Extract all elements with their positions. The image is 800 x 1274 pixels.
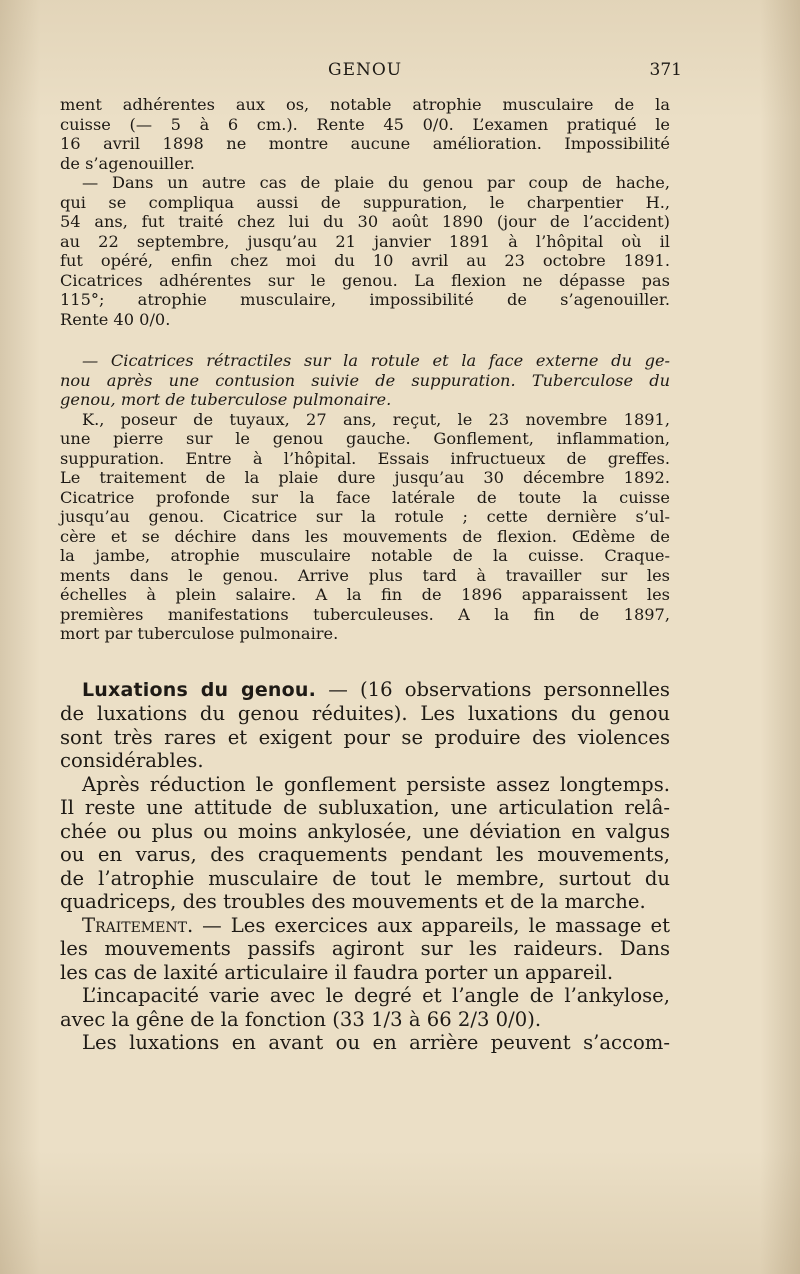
text-line: ment adhérentes aux os, notable atrophie musculaire de la — [60, 95, 670, 114]
paragraph-luxations-forward — [60, 1031, 670, 1055]
spacer — [60, 644, 670, 678]
text-line: la jambe, atrophie musculaire notable de la cuisse. Craque- — [60, 546, 670, 565]
text-line: ments dans le genou. Arrive plus tard à travailler sur les — [60, 565, 670, 585]
text-line: les mouvements passifs agiront sur les raideurs. Dans — [60, 937, 670, 960]
text-line: K., poseur de tuyaux, 27 ans, reçut, le 23 novembre 1891, — [82, 409, 670, 429]
text-line: de s’agenouiller. — [60, 153, 195, 173]
paragraph-treatment — [60, 914, 670, 985]
running-title: GENOU — [328, 60, 403, 80]
text-line: nou après une contusion suivie de suppuration. Tuberculose du — [60, 370, 670, 390]
text-line: suppuration. Entre à l’hôpital. Essais infructueux de greffes. — [60, 448, 670, 468]
paragraph-after-reduction — [60, 773, 670, 914]
page-header — [60, 60, 682, 86]
text-line: au 22 septembre, jusqu’au 21 janvier 1891 à l’hôpital où il — [60, 231, 670, 251]
text-line: de l’atrophie musculaire de tout le membre, surtout du — [60, 866, 670, 890]
text-line: genou, mort de tuberculose pulmonaire. — [60, 390, 392, 409]
text-line: 54 ans, fut traité chez lui du 30 août 1890 (jour de l’accident) — [60, 212, 670, 231]
text-line: — Cicatrices rétractiles sur la rotule et la face externe du ge- — [82, 351, 670, 370]
text-line: quadriceps, des troubles des mouvements et de la marche. — [60, 890, 646, 913]
treatment-label: Traitement. — [82, 913, 194, 937]
text-line: Il reste une attitude de subluxation, une articulation relâ- — [60, 796, 670, 819]
text-line: les cas de laxité articulaire il faudra porter un appareil. — [60, 960, 614, 984]
text-line: échelles à plein salaire. A la fin de 1896 apparaissent les — [60, 585, 670, 604]
text-line: L’incapacité varie avec le degré et l’angle de l’ankylose, — [82, 984, 670, 1007]
paragraph-continued — [60, 95, 670, 173]
text-line: cuisse (— 5 à 6 cm.). Rente 45 0/0. L’examen pratiqué le — [60, 114, 670, 134]
text-line: — Dans un autre cas de plaie du genou par coup de hache, — [82, 173, 670, 192]
paragraph-case-carpenter — [60, 173, 670, 329]
text-line: Le traitement de la plaie dure jusqu’au 30 décembre 1892. — [60, 468, 670, 487]
text-line: chée ou plus ou moins ankylosée, une déviation en valgus — [60, 819, 670, 843]
text-line: avec la gêne de la fonction (33 1/3 à 66 2/3 0/0). — [60, 1007, 542, 1031]
text-line: sont très rares et exigent pour se produire des violences — [60, 725, 670, 749]
spacer — [60, 329, 670, 351]
text-line: Les luxations en avant ou en arrière peuvent s’accom- — [82, 1031, 670, 1054]
text-line: de luxations du genou réduites). Les luxations du genou — [60, 702, 670, 725]
text-line — [60, 678, 670, 703]
text-line: cère et se déchire dans les mouvements de flexion. Œdème de — [60, 526, 670, 546]
text-line: premières manifestations tuberculeuses. A la fin de 1897, — [60, 604, 670, 624]
text-line: jusqu’au genou. Cicatrice sur la rotule ; cette dernière s’ul- — [60, 507, 670, 526]
text-line: Cicatrice profonde sur la face latérale de toute la cuisse — [60, 487, 670, 507]
paragraph-case-k — [60, 410, 670, 644]
page-body — [60, 95, 670, 1055]
text-line: 115°; atrophie musculaire, impossibilité de s’agenouiller. — [60, 290, 670, 309]
text-line: considérables. — [60, 749, 204, 772]
text-line: Après réduction le gonflement persiste assez longtemps. — [82, 772, 670, 796]
text-line: Cicatrices adhérentes sur le genou. La flexion ne dépasse pas — [60, 270, 670, 290]
section-heading: Luxations du genou. — [82, 678, 317, 701]
section-luxations — [60, 678, 670, 773]
text-line: fut opéré, enfin chez moi du 10 avril au 23 octobre 1891. — [60, 251, 670, 270]
text-span: — Les exercices aux appareils, le massage et — [193, 913, 670, 937]
text-line: Rente 40 0/0. — [60, 309, 171, 329]
text-line: 16 avril 1898 ne montre aucune amélioration. Impossibilité — [60, 134, 670, 153]
text-span: — (16 observations personnelles — [316, 677, 670, 701]
text-line: une pierre sur le genou gauche. Gonflement, inflammation, — [60, 429, 670, 448]
text-line: ou en varus, des craquements pendant les mouvements, — [60, 843, 670, 866]
text-line: qui se compliqua aussi de suppuration, le charpentier H., — [60, 192, 670, 212]
page-number: 371 — [649, 60, 682, 80]
paragraph-incapacity — [60, 984, 670, 1031]
text-line: mort par tuberculose pulmonaire. — [60, 624, 339, 643]
text-line — [60, 914, 670, 938]
case-title — [60, 351, 670, 410]
